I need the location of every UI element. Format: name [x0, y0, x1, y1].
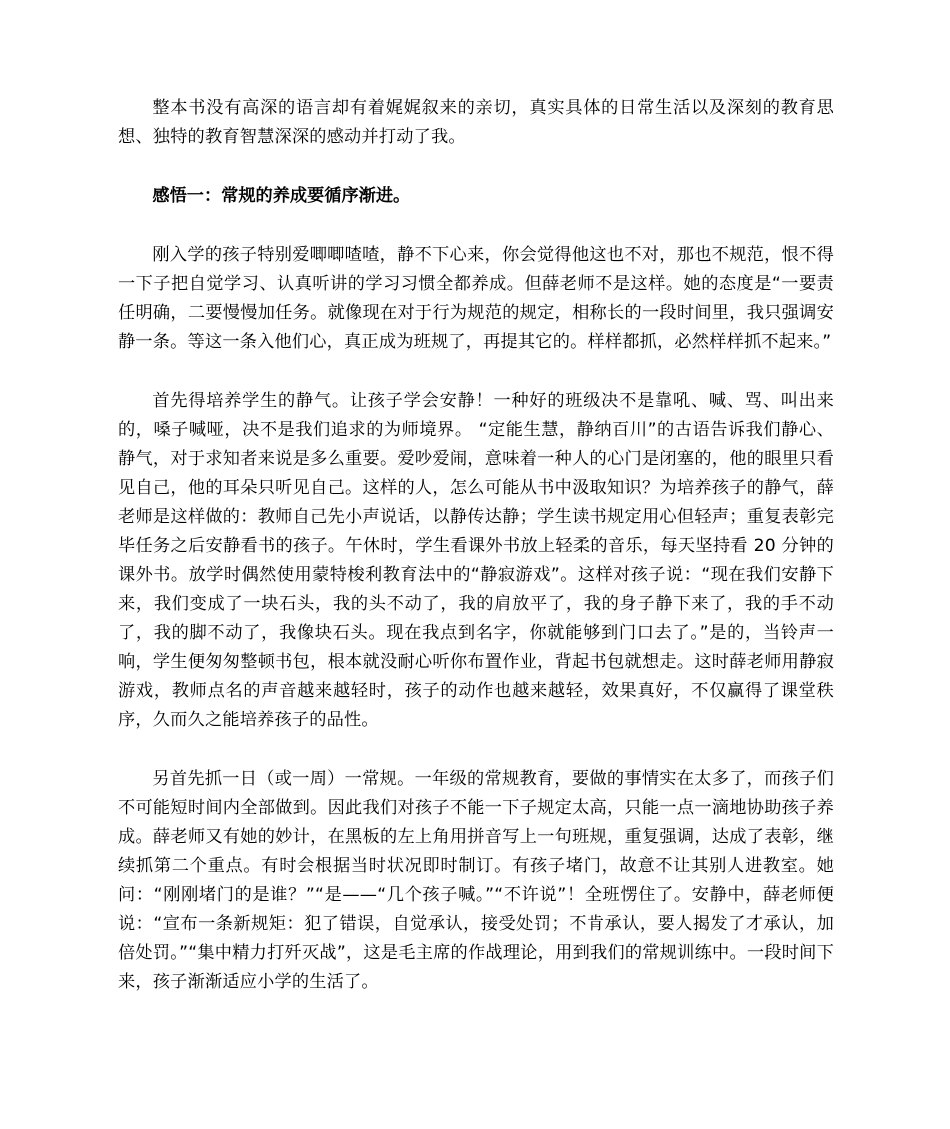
- paragraph-gap: [118, 211, 834, 241]
- paragraph-gap: [118, 152, 834, 182]
- paragraph-gap: [118, 735, 834, 765]
- section-heading: 感悟一：常规的养成要循序渐进。: [152, 186, 411, 206]
- body-paragraph-1: 刚入学的孩子特别爱唧唧喳喳，静不下心来，你会觉得他这也不对，那也不规范，恨不得一下子把自觉学习、认真听讲的学习习惯全都养成。但薛老师不是这样。她的态度是“一要责任明确，二要慢慢加任务。就像现在对于行为规范的规定，相称长的一段时间里，我只强调安静一条。等这一条入他们心，真正成为班规了，再提其它的。样样都抓，必然样样抓不起来。”: [118, 245, 834, 352]
- intro-paragraph: 整本书没有高深的语言却有着娓娓叙来的亲切，真实具体的日常生活以及深刻的教育思想、独特的教育智慧深深的感动并打动了我。: [118, 98, 834, 147]
- paragraph-gap: [118, 357, 834, 387]
- body-paragraph-2: 首先得培养学生的静气。让孩子学会安静！一种好的班级决不是靠吼、喊、骂、叫出来的，嗓子喊哑，决不是我们追求的为师境界。 “定能生慧，静纳百川”的古语告诉我们静心、静气，对于求知者来说是多么重要。爱吵爱闹，意味着一种人的心门是闭塞的，他的眼里只看见自己，他的耳朵只听见自己。这样的人，怎么可能从书中汲取知识？为培养孩子的静气，薛老师是这样做的：教师自己先小声说话，以静传达静；学生读书规定用心但轻声；重复表彰完毕任务之后安静看书的孩子。午休时，学生看课外书放上轻柔的音乐，每天坚持看 20 分钟的课外书。放学时偶然使用蒙特梭利教育法中的“静寂游戏”。这样对孩子说：“现在我们安静下来，我们变成了一块石头，我的头不动了，我的肩放平了，我的身子静下来了，我的手不动了，我的脚不动了，我像块石头。现在我点到名字，你就能够到门口去了。”是的，当铃声一响，学生便匆匆整顿书包，根本就没耐心听你布置作业，背起书包就想走。这时薛老师用静寂游戏，教师点名的声音越来越轻时，孩子的动作也越来越轻，效果真好，不仅赢得了课堂秩序，久而久之能培养孩子的品性。: [118, 391, 834, 730]
- document-page: [118, 94, 834, 997]
- body-paragraph-3: 另首先抓一日（或一周）一常规。一年级的常规教育，要做的事情实在太多了，而孩子们不可能短时间内全部做到。因此我们对孩子不能一下子规定太高，只能一点一滴地协助孩子养成。薛老师又有她的妙计，在黑板的左上角用拼音写上一句班规，重复强调，达成了表彰，继续抓第二个重点。有时会根据当时状况即时制订。有孩子堵门，故意不让其别人进教室。她问：“刚刚堵门的是谁？”“是——“几个孩子喊。”“不许说”！全班愣住了。安静中，薛老师便说：“宣布一条新规矩：犯了错误，自觉承认，接受处罚；不肯承认，要人揭发了才承认，加倍处罚。”“集中精力打歼灭战”，这是毛主席的作战理论，用到我们的常规训练中。一段时间下来，孩子渐渐适应小学的生活了。: [118, 769, 834, 992]
